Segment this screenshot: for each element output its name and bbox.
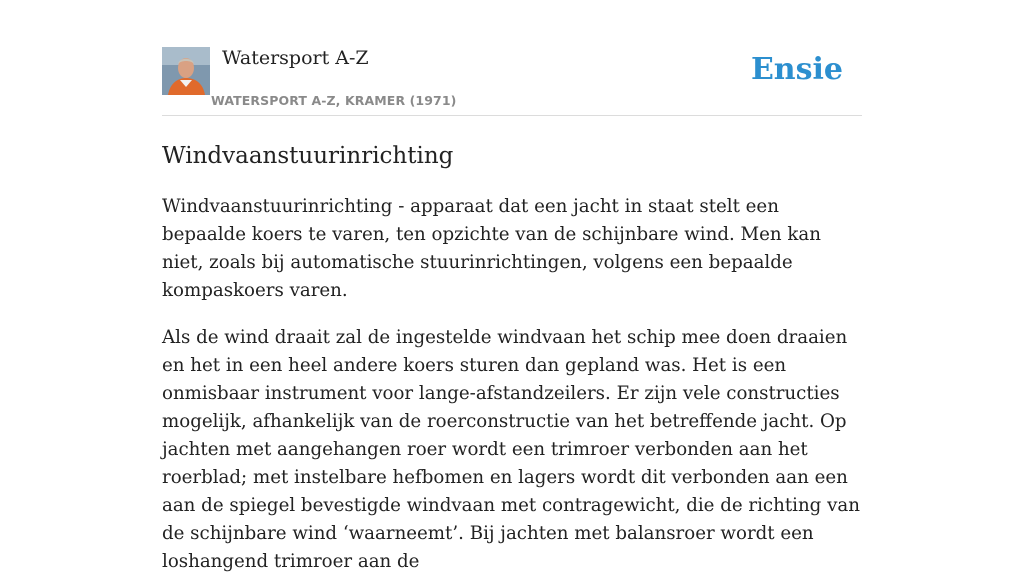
source-header: [162, 46, 862, 116]
source-subtitle: WATERSPORT A-Z, KRAMER (1971): [211, 93, 457, 108]
page: [162, 0, 862, 576]
person-photo-icon: [162, 47, 210, 95]
source-title[interactable]: Watersport A-Z: [222, 47, 369, 69]
entry-paragraph: Windvaanstuurinrichting - apparaat dat een jacht in staat stelt een bepaalde koers te varen, ten opzichte van de schijnbare wind. Men kan niet, zoals bij automatische stuurinrichtingen, volgens een bepaalde kompaskoers varen.: [162, 196, 821, 301]
entry-paragraph: Als de wind draait zal de ingestelde windvaan het schip mee doen draaien en het in een heel andere koers sturen dan gepland was. Het is een onmisbaar instrument voor lange-afstandzeilers. Er zijn vele constructies mogelijk, afhankelijk van de roerconstructie van het betreffende jacht. Op jachten met aangehangen roer wordt een trimroer verbonden aan het roerblad; met instelbare hefbomen en lagers wordt dit verbonden aan een aan de spiegel bevestigde windvaan met contragewicht, die de richting van de schijnbare wind ‘waarneemt’. Bij jachten met balansroer wordt een loshangend trimroer aan de: [162, 327, 860, 572]
ensie-logo[interactable]: Ensie: [750, 52, 843, 87]
entry-body: [162, 193, 862, 576]
avatar[interactable]: [162, 47, 210, 95]
entry-title: Windvaanstuurinrichting: [162, 143, 454, 169]
